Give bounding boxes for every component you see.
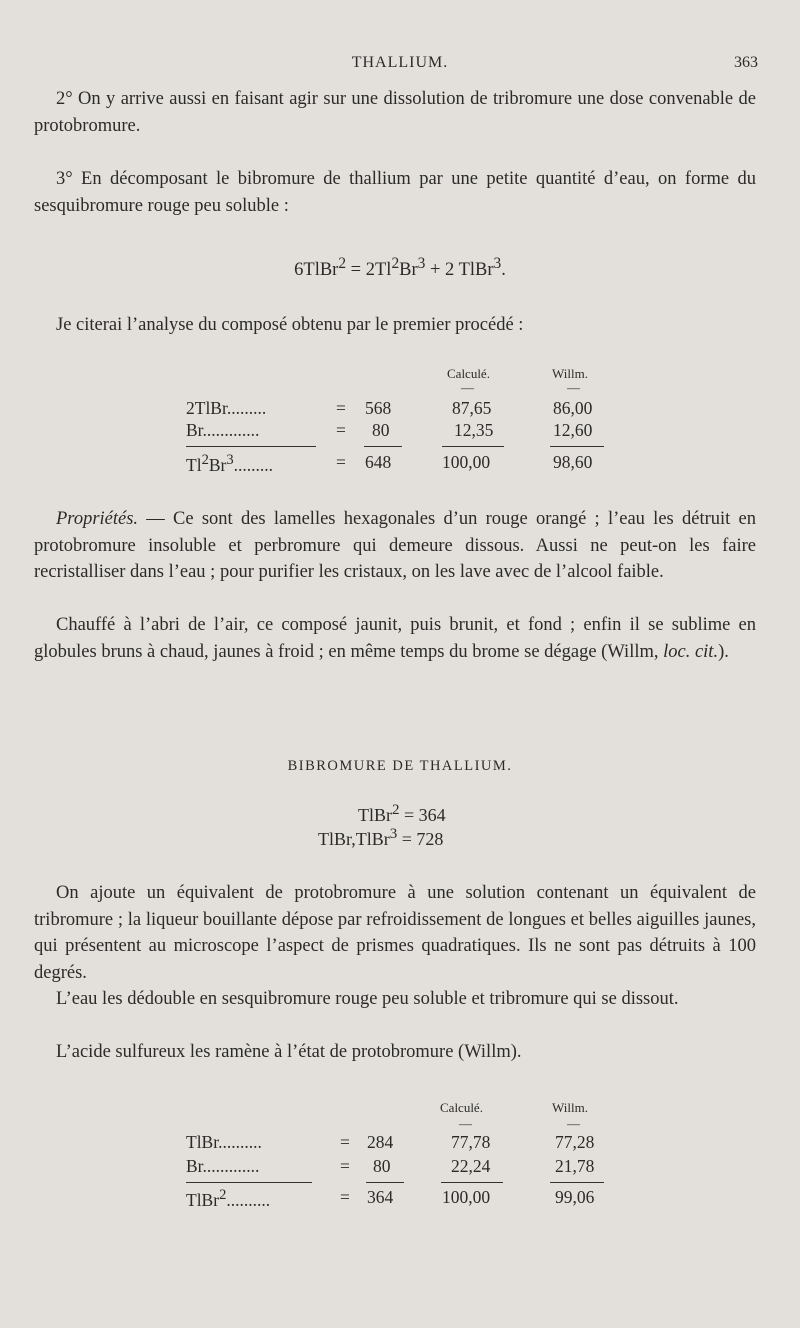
table2-row1-willm: 77,28 [555, 1132, 595, 1152]
table1-row1-eq: = [336, 398, 346, 418]
table1-row1-calc: 87,65 [452, 398, 492, 418]
table2-total-name: TlBr$^2$.......... [186, 1187, 271, 1210]
paragraph-analysis-intro: Je citerai l’analyse du composé obtenu par le premier procédé : [56, 315, 524, 335]
table2-dash-calcule: — [459, 1116, 472, 1131]
table2-dash-willm: — [567, 1116, 580, 1131]
table2-row2-eq: = [340, 1156, 350, 1176]
table2-row1-calc: 77,78 [451, 1132, 491, 1152]
table1-row2-value: 80 [372, 420, 390, 440]
table2-header-calcule: Calculé. [440, 1100, 483, 1115]
formula-tlbr2: TlBr$^2$ = 364 [358, 802, 446, 825]
paragraph-water: L’eau les dédouble en sesquibromure rouge peu soluble et tribromure qui se dissout. [56, 989, 679, 1009]
table1-row1-willm: 86,00 [553, 398, 593, 418]
table2-rule-value [366, 1182, 404, 1183]
table1-row2-willm: 12,60 [553, 420, 593, 440]
page-header [0, 54, 800, 80]
table1-total-value: 648 [365, 452, 392, 472]
section-title: BIBROMURE DE THALLIUM. [287, 758, 513, 774]
table2-total-value: 364 [367, 1187, 394, 1207]
table1-total-eq: = [336, 452, 346, 472]
formula-tlbr-tlbr3: TlBr,TlBr$^3$ = 728 [318, 826, 444, 849]
table1-rule-willm [550, 446, 604, 447]
table2-row2-name: Br............. [186, 1156, 260, 1176]
equation-sesquibromure: 6TlBr$^2$ = $2Tl^2Br^3 + 2$ TlBr$^3$. [294, 255, 506, 281]
table2-row1-eq: = [340, 1132, 350, 1152]
paragraph-heating: Chauffé à l’abri de l’air, ce composé jaunit, puis brunit, et fond ; enfin il se sublime en globules bruns à chaud, jaunes à froid ; en même temps du brome se dégage (Willm, loc. cit.). [34, 615, 756, 662]
table2-row2-calc: 22,24 [451, 1156, 491, 1176]
table2-row1-value: 284 [367, 1132, 394, 1152]
paragraph-method-2: 2° On y arrive aussi en faisant agir sur une dissolution de tribromure une dose convenable de protobromure. [34, 89, 756, 136]
table2-total-willm: 99,06 [555, 1187, 595, 1207]
table1-dash-calcule: — [461, 380, 474, 395]
properties-label: Propriétés. [56, 509, 139, 529]
table1-header-calcule: Calculé. [447, 366, 490, 381]
table1-row1-name: 2TlBr......... [186, 398, 267, 418]
table1-rule-value [364, 446, 402, 447]
table2-row1-name: TlBr.......... [186, 1132, 262, 1152]
table2-header-willm: Willm. [552, 1100, 588, 1115]
table1-rule-calc [442, 446, 504, 447]
table1-row2-eq: = [336, 420, 346, 440]
table2-row2-willm: 21,78 [555, 1156, 595, 1176]
table1-row2-name: Br............. [186, 420, 260, 440]
running-title: THALLIUM. [351, 54, 449, 71]
table1-header-willm: Willm. [552, 366, 588, 381]
paragraph-preparation: On ajoute un équivalent de protobromure à une solution contenant un équivalent de tribromure ; la liqueur bouillante dépose par refroidissement de longues et belles aiguilles jaunes, qui présentent au microscope l’aspect de prismes quadratiques. Ils ne sont pas détruits à 100 degrés. [34, 883, 756, 983]
table2-rule-willm [550, 1182, 604, 1183]
table1-rule-name [186, 446, 316, 447]
table1-dash-willm: — [567, 380, 580, 395]
paragraph-properties: Propriétés. — Ce sont des lamelles hexagonales d’un rouge orangé ; l’eau les détruit en protobromure insoluble et perbromure qui demeure dissous. Aussi ne peut-on les faire recristalliser dans l’eau ; pour purifier les cristaux, on les lave avec de l’alcool faible. [34, 509, 756, 582]
page-number: 363 [734, 54, 758, 71]
table1-row1-value: 568 [365, 398, 392, 418]
table1-total-calc: 100,00 [442, 452, 491, 472]
table2-total-eq: = [340, 1187, 350, 1207]
paragraph-method-3: 3° En décomposant le bibromure de thallium par une petite quantité d’eau, on forme du sesquibromure rouge peu soluble : [34, 169, 756, 216]
table2-rule-calc [441, 1182, 503, 1183]
table1-row2-calc: 12,35 [454, 420, 494, 440]
table1-total-willm: 98,60 [553, 452, 593, 472]
paragraph-sulfurous-acid: L’acide sulfureux les ramène à l’état de protobromure (Willm). [56, 1042, 522, 1062]
table2-row2-value: 80 [373, 1156, 391, 1176]
table2-total-calc: 100,00 [442, 1187, 491, 1207]
table1-total-name: Tl$^2$Br$^3$......... [186, 452, 274, 475]
table2-rule-name [186, 1182, 312, 1183]
